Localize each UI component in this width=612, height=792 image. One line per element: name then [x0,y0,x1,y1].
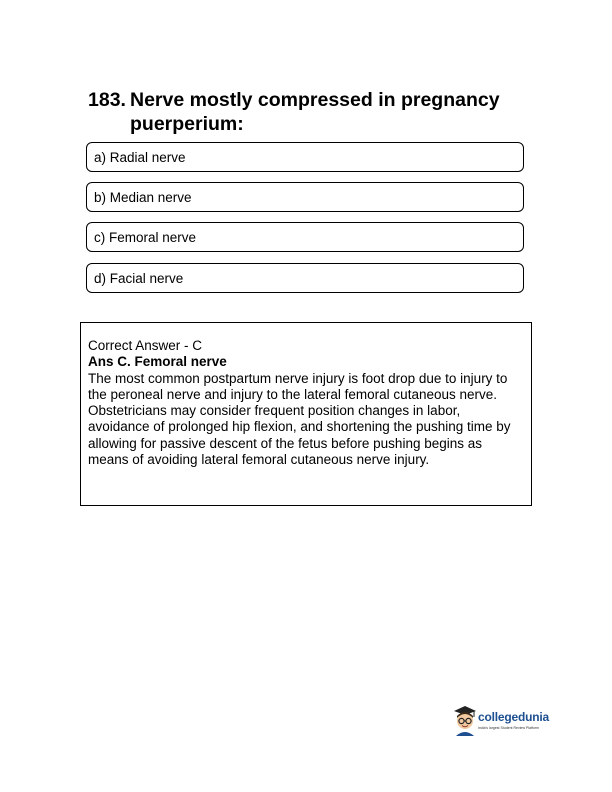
explanation-paragraph: The most common postpartum nerve injury is foot drop due to injury to the peroneal nerve and injury to the lateral femoral cutaneous nerve. [88,370,508,402]
option-a[interactable]: a) Radial nerve [86,142,524,172]
explanation-paragraph: Obstetricians may consider frequent position changes in labor, avoidance of prolonged hip flexion, and shortening the pushing time by allowing for passive descent of the fetus before pushing begins as means of avoiding lateral femoral cutaneous nerve injury. [88,403,511,468]
option-b[interactable]: b) Median nerve [86,182,524,212]
option-d[interactable]: d) Facial nerve [86,263,524,293]
graduate-mascot-icon [452,704,478,736]
question [88,88,528,136]
logo-brand-text: collegedunia [478,710,549,724]
question-number: 183. [88,89,126,111]
option-c[interactable]: c) Femoral nerve [86,222,524,252]
logo-tagline: India's largest Student Review Platform [478,726,539,730]
answer-explanation-box [80,322,532,506]
collegedunia-logo [452,704,572,740]
answer-heading: Ans C. Femoral nerve [88,354,227,370]
correct-answer-line: Correct Answer - C [88,338,203,353]
question-text: Nerve mostly compressed in pregnancy puerperium: [130,89,500,135]
